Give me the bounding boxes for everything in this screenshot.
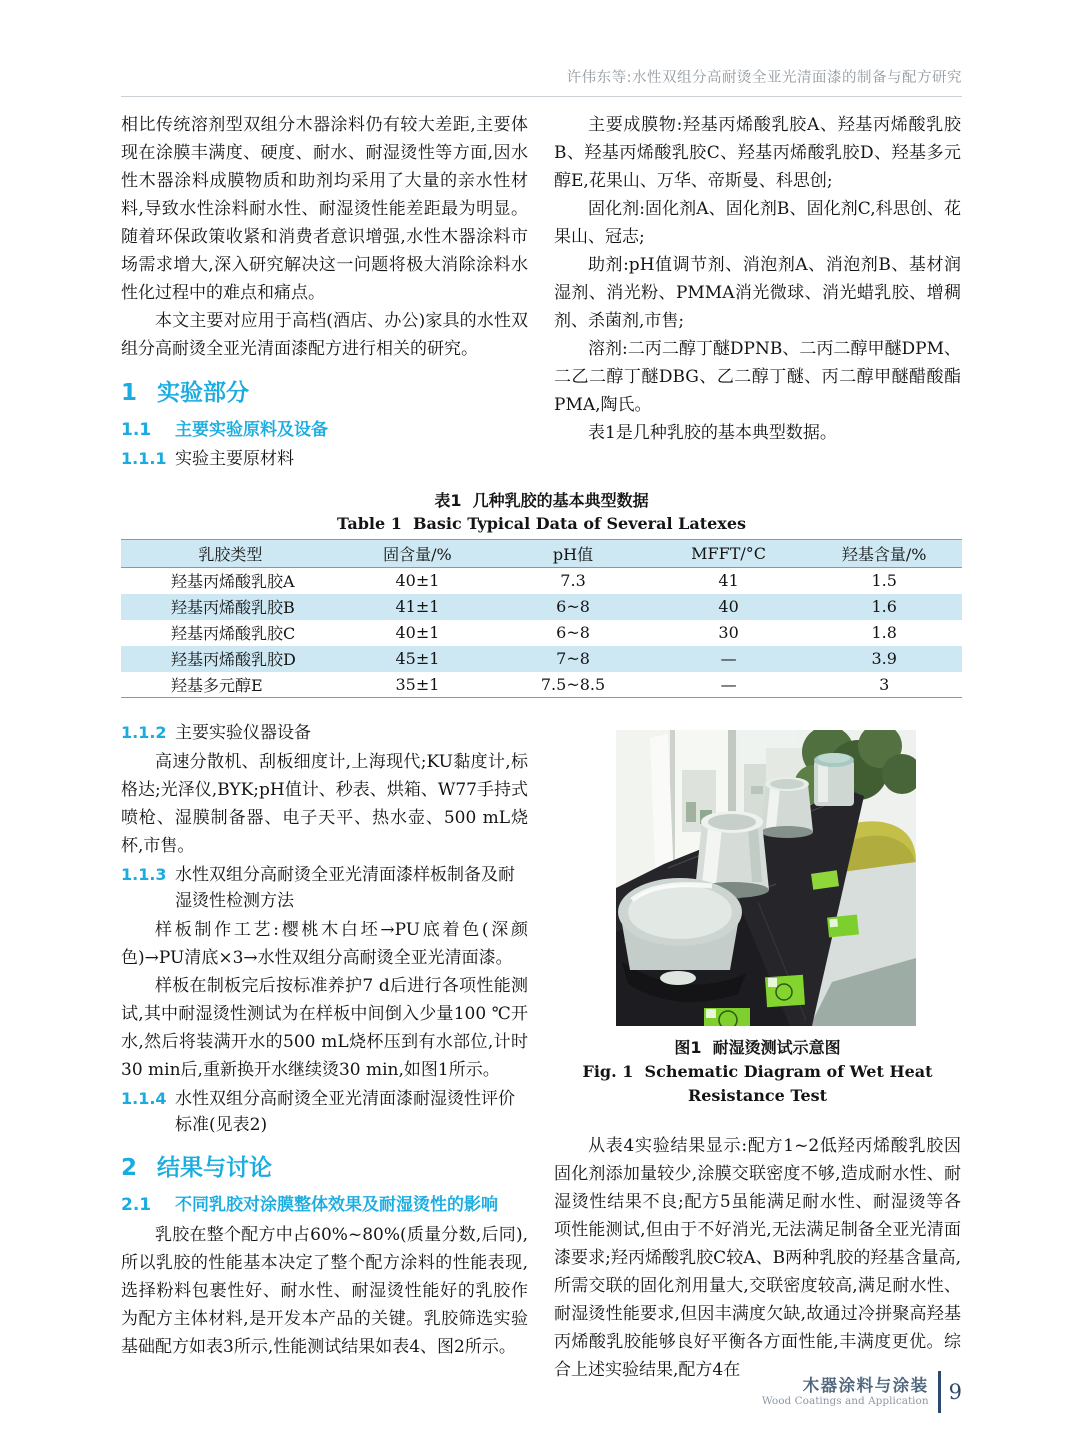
section-number: 1 [121, 380, 138, 406]
section-2-1-heading [121, 1192, 528, 1218]
column-header: 羟基含量/% [806, 540, 962, 568]
cell: 41±1 [340, 594, 496, 620]
table-row [121, 646, 962, 672]
cell: 羟基多元醇E [171, 675, 263, 695]
beaker-third [761, 777, 813, 838]
cell: 1.8 [871, 623, 897, 642]
column-header: 固含量/% [340, 540, 496, 568]
column-header: MFFT/°C [651, 540, 807, 568]
right-column-top [554, 111, 961, 474]
paragraph: 高速分散机、刮板细度计,上海现代;KU黏度计,标格达;光泽仪,BYK;pH值计、秒表、烘箱、W77手持式喷枪、湿膜制备器、电子天平、热水壶、500 mL烧杯,市售。 [121, 752, 528, 856]
section-2-heading [121, 1153, 528, 1183]
cell: 40±1 [395, 623, 440, 642]
cell: 1.5 [871, 571, 897, 591]
table-header-row [121, 540, 962, 568]
section-number: 1.1.3 [121, 865, 167, 884]
cell: 6~8 [556, 623, 590, 642]
section-title: 主要实验原料及设备 [175, 420, 328, 440]
paragraph: 相比传统溶剂型双组分木器涂料仍有较大差距,主要体现在涂膜丰满度、硬度、耐水、耐湿烫性等方面,因水性木器涂料成膜物质和助剂均采用了大量的亲水性材料,导致水性涂料耐水性、耐湿烫性能差距最为明显。随着环保政策收紧和消费者意识增强,水性木器涂料市场需求增大,深入研究解决这一问题将极大消除涂料水性化过程中的难点和痛点。 [121, 115, 528, 303]
cell: 40±1 [395, 571, 440, 591]
section-title: 水性双组分高耐烫全亚光清面漆耐湿烫性评价标准(见表2) [175, 1089, 515, 1135]
section-number: 1.1.1 [121, 449, 167, 468]
cell: 3 [879, 674, 890, 694]
cell: — [651, 646, 807, 672]
table-row [121, 672, 962, 698]
cell: 7~8 [495, 646, 651, 672]
page-footer [762, 1371, 962, 1413]
cell: 45±1 [340, 646, 496, 672]
paragraph: 助剂:pH值调节剂、消泡剂A、消泡剂B、基材润湿剂、消光粉、PMMA消光微球、消光蜡乳胶、增稠剂、杀菌剂,市售; [554, 255, 961, 331]
cell: 1.6 [806, 594, 962, 620]
section-number: 1.1 [121, 420, 152, 440]
paragraph: 样板在制板完后按标准养护7 d后进行各项性能测试,其中耐湿烫性测试为在样板中间倒入少量100 ℃开水,然后将装满开水的500 mL烧杯压到有水部位,计时30 min后,重新换开水继续烫30 min,如图1所示。 [121, 976, 528, 1080]
figure1-photo [616, 730, 916, 1026]
section-title: 水性双组分高耐烫全亚光清面漆样板制备及耐湿烫性检测方法 [175, 865, 515, 911]
figure1 [554, 730, 961, 1108]
table1-block [121, 490, 962, 698]
top-columns [121, 111, 962, 474]
cell: 羟基丙烯酸乳胶A [171, 572, 295, 592]
figure1-caption-zh: 图1 耐湿烫测试示意图 [674, 1038, 841, 1057]
cell: 羟基丙烯酸乳胶C [171, 624, 296, 643]
paragraph: 样板制作工艺:樱桃木白坯→PU底着色(深颜色)→PU清底×3→水性双组分高耐烫全亚光清面漆。 [121, 920, 528, 968]
table1 [121, 539, 962, 698]
section-1-1-2-heading [121, 720, 528, 746]
journal-name-en: Wood Coatings and Application [761, 1395, 929, 1407]
paragraph: 乳胶在整个配方中占60%~80%(质量分数,后同),所以乳胶的性能基本决定了整个配方涂料的性能表现,选择粉料包裹性好、耐水性、耐湿烫性能好的乳胶作为配方主体材料,是开发本产品的关键。乳胶筛选实验基础配方如表3所示,性能测试结果如表4、图2所示。 [121, 1225, 528, 1357]
section-1-1-1-heading [121, 446, 528, 472]
bottom-columns [121, 718, 962, 1384]
section-number: 1.1.2 [121, 723, 167, 742]
paragraph: 从表4实验结果显示:配方1~2低羟丙烯酸乳胶因固化剂添加量较少,涂膜交联密度不够,造成耐水性、耐湿烫性结果不良;配方5虽能满足耐水性、耐湿烫等各项性能测试,但由于不好消光,无法满足制备全亚光清面漆要求;羟丙烯酸乳胶C较A、B两种乳胶的羟基含量高,所需交联的固化剂用量大,交联密度较高,满足耐水性、耐湿烫性能要求,但因丰满度欠缺,故通过冷拼聚高羟基丙烯酸乳胶能够良好平衡各方面性能,丰满度更优。综合上述实验结果,配方4在 [554, 1136, 961, 1380]
table1-caption-en: Table 1 Basic Typical Data of Several Latexes [336, 514, 747, 533]
journal-name-zh: 木器涂料与涂装 [802, 1376, 929, 1395]
beaker-back [814, 753, 854, 806]
paragraph: 固化剂:固化剂A、固化剂B、固化剂C,科思创、花果山、冠志; [554, 199, 961, 247]
table-row [121, 568, 962, 594]
cell: 3.9 [806, 646, 962, 672]
cell: — [720, 674, 737, 694]
journal-name [762, 1376, 929, 1408]
section-1-1-3-heading [121, 862, 528, 914]
section-number: 2.1 [121, 1195, 152, 1215]
left-column-bottom [121, 718, 528, 1384]
beaker-front [618, 878, 746, 1002]
paragraph: 本文主要对应用于高档(酒店、办公)家具的水性双组分高耐烫全亚光清面漆配方进行相关的研究。 [121, 311, 528, 359]
section-1-1-4-heading [121, 1086, 528, 1138]
cell: 羟基丙烯酸乳胶B [121, 594, 340, 620]
cell: 30 [718, 623, 739, 642]
cell: 7.3 [560, 571, 586, 591]
table-row [121, 594, 962, 620]
column-header: 乳胶类型 [121, 540, 340, 568]
header-rule [121, 96, 962, 97]
column-header: pH值 [495, 540, 651, 568]
cell: 40 [651, 594, 807, 620]
cell: 7.5~8.5 [540, 674, 606, 694]
right-column-bottom [554, 718, 961, 1384]
section-number: 1.1.4 [121, 1089, 167, 1108]
section-title: 结果与讨论 [157, 1155, 272, 1181]
paragraph: 溶剂:二丙二醇丁醚DPNB、二丙二醇甲醚DPM、二乙二醇丁醚DBG、乙二醇丁醚、丙二醇甲醚醋酸酯PMA,陶氏。 [554, 339, 961, 415]
section-title: 主要实验仪器设备 [175, 723, 311, 743]
section-title: 不同乳胶对涂膜整体效果及耐湿烫性的影响 [175, 1195, 498, 1215]
section-number: 2 [121, 1155, 138, 1181]
paragraph: 主要成膜物:羟基丙烯酸乳胶A、羟基丙烯酸乳胶B、羟基丙烯酸乳胶C、羟基丙烯酸乳胶D、羟基多元醇E,花果山、万华、帝斯曼、科思创; [554, 115, 961, 191]
cell: 6~8 [495, 594, 651, 620]
section-1-heading [121, 378, 528, 408]
running-head: 许伟东等:水性双组分高耐烫全亚光清面漆的制备与配方研究 [566, 70, 962, 86]
page-number: 9 [948, 1380, 962, 1404]
section-title: 实验主要原材料 [175, 449, 294, 469]
cell: 羟基丙烯酸乳胶D [121, 646, 340, 672]
paragraph: 表1是几种乳胶的基本典型数据。 [588, 423, 837, 443]
table1-caption-zh: 表1 几种乳胶的基本典型数据 [434, 491, 649, 510]
footer-divider [938, 1371, 941, 1413]
cell: 41 [718, 571, 739, 591]
section-title: 实验部分 [157, 380, 249, 406]
table-row [121, 620, 962, 646]
figure1-caption-en: Fig. 1 Schematic Diagram of Wet Heat Resistance Test [582, 1062, 939, 1105]
section-1-1-heading [121, 417, 528, 443]
cell: 35±1 [395, 674, 440, 694]
left-column-top [121, 111, 528, 474]
